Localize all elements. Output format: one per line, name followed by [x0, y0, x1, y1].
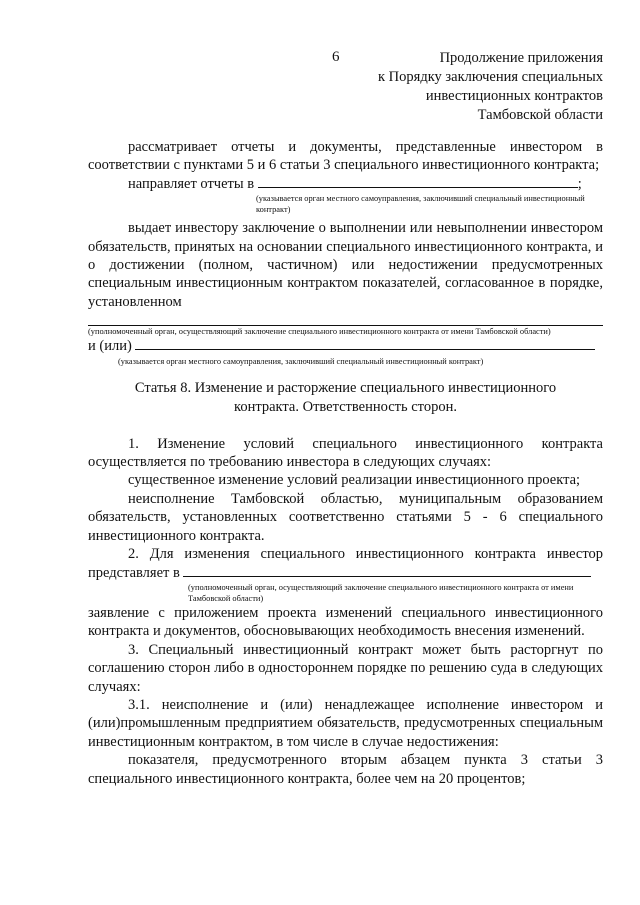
- page-number: 6: [332, 49, 340, 65]
- blank-line: [183, 576, 591, 577]
- header-line: Продолжение приложения: [439, 50, 603, 66]
- paragraph-conclusion: выдает инвестору заключение о выполнении или невыполнении инвестором обязательств, принятых на основании специального инвестиционного контракта, и о достижении (полном, частичном) или недостижении предусмотренных специальным инвестиционным контрактом показателей, согласованное в порядке, установленном: [88, 220, 603, 310]
- send-reports-suffix: ;: [577, 175, 582, 192]
- article-title: [88, 379, 603, 417]
- clause-3-1: 3.1. неисполнение и (или) ненадлежащее исполнение инвестором и (или)промышленным предприятием обязательств, предусмотренных специальным инвестиционным контрактом, в том числе в случае недостижения:: [88, 696, 603, 750]
- clause-2: 2. Для изменения специального инвестиционного контракта инвестор: [128, 546, 603, 563]
- header-line: инвестиционных контрактов: [425, 88, 603, 104]
- and-or-label: и (или): [88, 338, 132, 355]
- article-title-line: контракта. Ответственность сторон.: [234, 398, 457, 415]
- clause-2-submits: [88, 564, 603, 582]
- clause-2-continuation: заявление с приложением проекта изменений специального инвестиционного контракта и документов, обосновывающих необходимость внесения изменений.: [88, 604, 603, 640]
- clause-3: 3. Специальный инвестиционный контракт может быть расторгнут по соглашению сторон либо в одностороннем порядке по решению суда в следующих случаях:: [88, 641, 603, 695]
- blank-line: [135, 349, 595, 350]
- clause-1-item: неисполнение Тамбовской областью, муниципальным образованием обязательств, установленных соответственно статьями 5 - 6 специального инвестиционного контракта.: [88, 490, 603, 544]
- paragraph-send-reports: [88, 175, 603, 193]
- document-body: [88, 138, 603, 788]
- header-line: Тамбовской области: [477, 107, 603, 123]
- note-authorized-body: (уполномоченный орган, осуществляющий заключение специального инвестиционного контракта от имени Тамбовской области): [188, 582, 574, 603]
- clause-1: 1. Изменение условий специального инвестиционного контракта осуществляется по требованию инвестора в следующих случаях:: [88, 435, 603, 471]
- blank-line: [258, 187, 578, 188]
- appendix-header: [343, 49, 603, 125]
- header-line: к Порядку заключения специальных: [378, 69, 603, 85]
- paragraph-reports: рассматривает отчеты и документы, представленные инвестором в соответствии с пунктами 5 и 6 статьи 3 специального инвестиционного контракта;: [88, 139, 603, 174]
- send-reports-label: направляет отчеты в: [128, 175, 255, 192]
- submits-label: представляет в: [88, 564, 180, 581]
- blank-line: [88, 311, 603, 326]
- clause-1-item: существенное изменение условий реализации инвестиционного проекта;: [128, 472, 581, 489]
- paragraph-and-or: [88, 337, 603, 355]
- article-title-line: Статья 8. Изменение и расторжение специального инвестиционного: [134, 379, 557, 396]
- clause-3-1-item: показателя, предусмотренного вторым абзацем пункта 3 статьи 3 специального инвестиционного контракта, более чем на 20 процентов;: [88, 752, 603, 787]
- note-authorized-body: (уполномоченный орган, осуществляющий заключение специального инвестиционного контракта от имени Тамбовской области): [88, 327, 551, 337]
- note-local-authority: (указывается орган местного самоуправления, заключивший специальный инвестиционный контракт): [256, 194, 585, 215]
- note-local-authority: (указывается орган местного самоуправления, заключивший специальный инвестиционный контракт): [118, 356, 484, 366]
